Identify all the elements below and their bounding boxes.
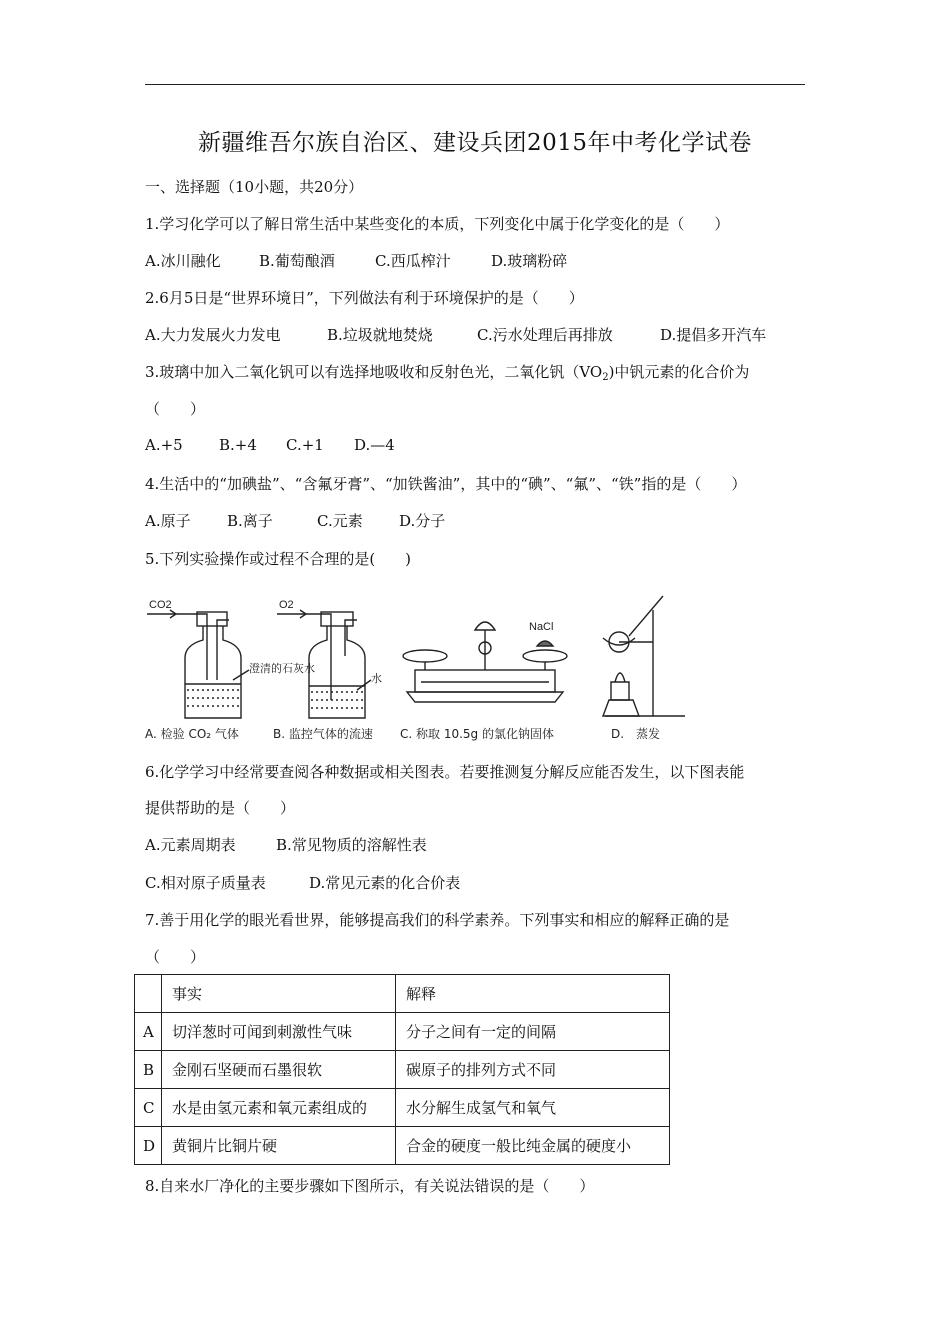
q3-option-d: D.—4 xyxy=(354,436,395,454)
caption-c: C. 称取 10.5g 的氯化钠固体 xyxy=(400,727,554,741)
q2-option-b: B.垃圾就地焚烧 xyxy=(327,326,433,344)
table-row xyxy=(135,1051,670,1089)
table-header-cell: 解释 xyxy=(396,975,670,1013)
q4-options xyxy=(145,510,445,531)
q8-stem: 8.自来水厂净化的主要步骤如下图所示，有关说法错误的是（ ） xyxy=(145,1177,595,1195)
apparatus-c-balance xyxy=(403,621,567,702)
section-heading: 一、选择题（10小题，共20分） xyxy=(145,178,364,196)
q4-stem: 4.生活中的“加碘盐”、“含氟牙膏”、“加铁酱油”，其中的“碘”、“氟”、“铁”指的是（ ） xyxy=(145,475,747,493)
gas-label-co2: CO2 xyxy=(149,599,172,611)
q1-stem: 1.学习化学可以了解日常生活中某些变化的本质，下列变化中属于化学变化的是（ ） xyxy=(145,215,730,233)
q3-option-a: A.+5 xyxy=(145,436,183,454)
label-nacl: NaCl xyxy=(529,621,554,633)
q3-paren: （ ） xyxy=(145,400,206,418)
table-cell: C xyxy=(135,1089,162,1127)
table-header-cell xyxy=(135,975,162,1013)
caption-a: A. 检验 CO₂ 气体 xyxy=(145,727,239,741)
q7-table xyxy=(134,974,670,1165)
q2-option-d: D.提倡多开汽车 xyxy=(660,326,767,344)
q4-option-d: D.分子 xyxy=(399,512,446,530)
q1-option-b: B.葡萄酿酒 xyxy=(259,252,335,270)
table-cell: A xyxy=(135,1013,162,1051)
q4-option-b: B.离子 xyxy=(227,512,273,530)
q6-option-d: D.常见元素的化合价表 xyxy=(309,874,461,892)
q6-option-c: C.相对原子质量表 xyxy=(145,874,266,892)
table-row xyxy=(135,1089,670,1127)
page-title: 新疆维吾尔族自治区、建设兵团2015年中考化学试卷 xyxy=(197,130,753,156)
table-cell: D xyxy=(135,1127,162,1165)
table-header-cell: 事实 xyxy=(162,975,396,1013)
table-row xyxy=(135,1013,670,1051)
q3-option-c: C.+1 xyxy=(286,436,324,454)
q5-figure xyxy=(145,590,690,750)
label-limewater: 澄清的石灰水 xyxy=(249,662,315,675)
q5-stem: 5.下列实验操作或过程不合理的是( ) xyxy=(145,550,412,568)
q6-stem-line1: 6.化学学习中经常要查阅各种数据或相关图表。若要推测复分解反应能否发生，以下图表能 xyxy=(145,763,745,781)
table-cell: 分子之间有一定的间隔 xyxy=(396,1013,670,1051)
table-row xyxy=(135,1127,670,1165)
q3-options xyxy=(145,436,395,454)
apparatus-b-gas-bottle xyxy=(277,599,382,718)
table-cell: 水分解生成氢气和氧气 xyxy=(396,1089,670,1127)
table-cell: 黄铜片比铜片硬 xyxy=(162,1127,396,1165)
q7-stem-line2: （ ） xyxy=(145,948,206,966)
q1-option-d: D.玻璃粉碎 xyxy=(491,252,568,270)
table-cell: 合金的硬度一般比纯金属的硬度小 xyxy=(396,1127,670,1165)
q3-option-b: B.+4 xyxy=(219,436,257,454)
q6-option-b: B.常见物质的溶解性表 xyxy=(276,836,427,854)
q2-option-a: A.大力发展火力发电 xyxy=(145,326,281,344)
q3-subscript: 2 xyxy=(602,372,609,383)
q2-options xyxy=(145,324,766,345)
table-cell: B xyxy=(135,1051,162,1089)
q6-options-row2 xyxy=(145,872,460,893)
q1-option-c: C.西瓜榨汁 xyxy=(375,252,451,270)
label-water: 水 xyxy=(371,672,382,685)
table-cell: 金刚石坚硬而石墨很软 xyxy=(162,1051,396,1089)
table-cell: 水是由氢元素和氧元素组成的 xyxy=(162,1089,396,1127)
q3-stem-part2: )中钒元素的化合价为 xyxy=(608,363,750,381)
q6-option-a: A.元素周期表 xyxy=(145,836,236,854)
table-cell: 切洋葱时可闻到刺激性气味 xyxy=(162,1013,396,1051)
apparatus-d-evaporation xyxy=(603,596,685,716)
q6-stem-line2: 提供帮助的是（ ） xyxy=(145,799,296,817)
gas-label-o2: O2 xyxy=(279,599,294,611)
q2-stem: 2.6月5日是“世界环境日”，下列做法有利于环境保护的是（ ） xyxy=(145,289,584,307)
caption-d: D. 蒸发 xyxy=(611,727,661,741)
apparatus-a-gas-bottle xyxy=(147,599,315,718)
q2-option-c: C.污水处理后再排放 xyxy=(477,326,613,344)
q4-option-a: A.原子 xyxy=(145,512,191,530)
q7-stem-line1: 7.善于用化学的眼光看世界，能够提高我们的科学素养。下列事实和相应的解释正确的是 xyxy=(145,911,730,929)
q1-option-a: A.冰川融化 xyxy=(145,252,221,270)
table-header-row xyxy=(135,975,670,1013)
q3-stem xyxy=(145,361,749,383)
q3-stem-part1: 3.玻璃中加入二氧化钒可以有选择地吸收和反射色光，二氧化钒（VO xyxy=(145,363,603,381)
caption-b: B. 监控气体的流速 xyxy=(273,727,373,741)
header-rule xyxy=(145,84,805,85)
table-cell: 碳原子的排列方式不同 xyxy=(396,1051,670,1089)
q6-options-row1 xyxy=(145,834,427,855)
q4-option-c: C.元素 xyxy=(317,512,363,530)
q1-options xyxy=(145,250,567,271)
